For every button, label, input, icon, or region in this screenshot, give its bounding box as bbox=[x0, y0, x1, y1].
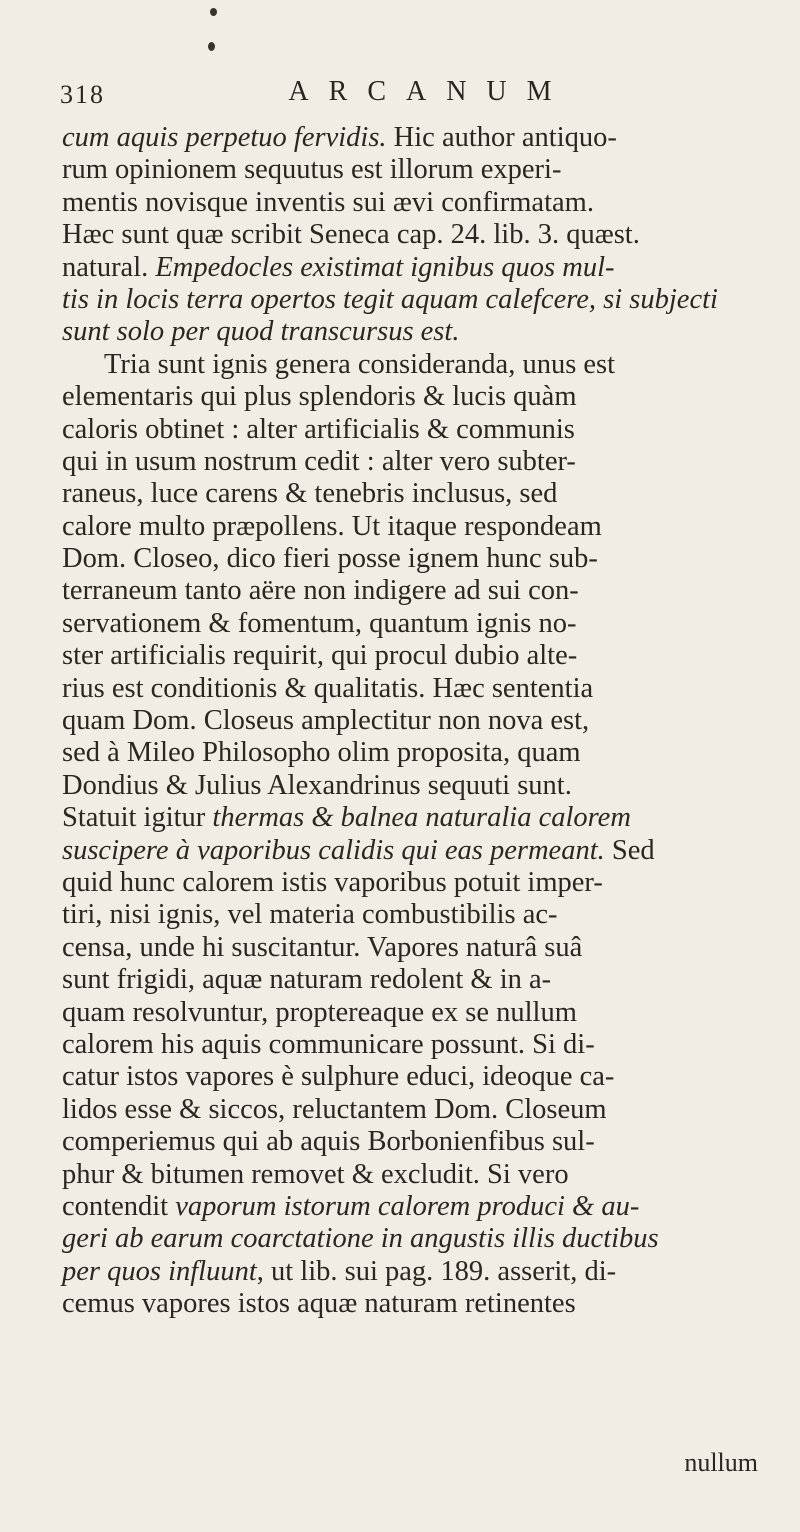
text-line bbox=[62, 414, 772, 446]
text-line bbox=[62, 446, 772, 478]
text-segment: calorem his aquis communicare possunt. Si di- bbox=[62, 1028, 595, 1060]
text-line bbox=[62, 381, 772, 413]
text-line bbox=[62, 737, 772, 769]
text-line bbox=[62, 1126, 772, 1158]
ink-spot bbox=[208, 42, 215, 51]
text-segment: quam resolvuntur, proptereaque ex se nullum bbox=[62, 996, 577, 1028]
text-segment: quam Dom. Closeus amplectitur non nova est, bbox=[62, 705, 590, 737]
text-line bbox=[62, 1191, 772, 1223]
text-segment: Hic author antiquo- bbox=[386, 122, 617, 153]
text-segment: raneus, luce carens & tenebris inclusus, sed bbox=[62, 478, 558, 510]
text-line bbox=[62, 252, 772, 284]
text-segment: Sed bbox=[604, 834, 655, 866]
catchword: nullum bbox=[684, 1448, 758, 1477]
text-line bbox=[62, 640, 772, 672]
text-line bbox=[62, 608, 772, 640]
text-segment: natural. bbox=[62, 251, 149, 283]
text-segment: servationem & fomentum, quantum ignis no- bbox=[62, 607, 577, 639]
text-line bbox=[62, 284, 772, 316]
text-segment: elementaris qui plus splendoris & lucis quàm bbox=[62, 381, 577, 413]
text-line bbox=[62, 511, 772, 543]
body-text bbox=[62, 122, 772, 1320]
text-line bbox=[62, 316, 772, 348]
text-segment: calore multo præpollens. Ut itaque respondeam bbox=[62, 510, 602, 542]
text-segment: sed à Mileo Philosopho olim proposita, quam bbox=[62, 737, 581, 769]
text-segment: comperiemus qui ab aquis Borbonienfibus sul- bbox=[62, 1126, 595, 1158]
text-line bbox=[62, 219, 772, 251]
text-segment: Tria sunt ignis genera consideranda, unus est bbox=[104, 348, 616, 380]
text-segment: catur istos vapores è sulphure educi, ideoque ca- bbox=[62, 1061, 615, 1093]
text-segment: Dom. Closeo, dico fieri posse ignem hunc sub- bbox=[62, 543, 598, 575]
text-segment: Statuit igitur bbox=[62, 802, 206, 834]
text-line bbox=[62, 770, 772, 802]
text-segment: ster artificialis requirit, qui procul dubio alte- bbox=[62, 640, 578, 672]
text-segment: terraneum tanto aëre non indigere ad sui con- bbox=[62, 575, 579, 607]
running-head: ARCANUM bbox=[288, 76, 572, 107]
text-segment: censa, unde hi suscitantur. Vapores naturâ suâ bbox=[62, 931, 583, 963]
text-line bbox=[62, 122, 772, 154]
text-line bbox=[62, 997, 772, 1029]
text-line bbox=[62, 187, 772, 219]
text-line bbox=[62, 1223, 772, 1255]
text-line bbox=[62, 575, 772, 607]
text-segment: Hæc sunt quæ scribit Seneca cap. 24. lib. 3. quæst. bbox=[62, 219, 640, 251]
text-segment: , ut lib. sui pag. 189. asserit, di- bbox=[256, 1255, 617, 1287]
text-line bbox=[62, 835, 772, 867]
text-line bbox=[62, 1061, 772, 1093]
text-segment: caloris obtinet : alter artificialis & communis bbox=[62, 413, 575, 445]
text-segment: qui in usum nostrum cedit : alter vero subter- bbox=[62, 445, 576, 477]
text-segment: quid hunc calorem istis vaporibus potuit imper- bbox=[62, 866, 603, 898]
text-line bbox=[62, 802, 772, 834]
italic-text: cum aquis perpetuo fervidis. bbox=[62, 122, 387, 153]
text-segment: mentis novisque inventis sui ævi confirmatam. bbox=[62, 186, 594, 218]
text-line bbox=[62, 899, 772, 931]
text-line bbox=[62, 1288, 772, 1320]
text-segment: Dondius & Julius Alexandrinus sequuti sunt. bbox=[62, 769, 572, 801]
ink-spot bbox=[210, 8, 217, 16]
italic-text: per quos influunt bbox=[62, 1255, 257, 1287]
italic-text: sunt solo per quod transcursus est. bbox=[62, 316, 460, 348]
text-segment: phur & bitumen removet & excludit. Si vero bbox=[62, 1158, 569, 1190]
text-line bbox=[62, 1256, 772, 1288]
text-segment: rum opinionem sequutus est illorum experi- bbox=[62, 154, 562, 186]
text-line bbox=[62, 673, 772, 705]
text-line bbox=[62, 867, 772, 899]
text-segment: cemus vapores istos aquæ naturam retinentes bbox=[62, 1288, 576, 1320]
text-segment: rius est conditionis & qualitatis. Hæc sententia bbox=[62, 672, 594, 704]
text-segment: sunt frigidi, aquæ naturam redolent & in a- bbox=[62, 964, 552, 996]
text-line bbox=[62, 1159, 772, 1191]
text-line bbox=[62, 478, 772, 510]
italic-text: Empedocles existimat ignibus quos mul- bbox=[148, 251, 615, 283]
text-line bbox=[62, 705, 772, 737]
text-line bbox=[62, 543, 772, 575]
italic-text: vaporum istorum calorem produci & au- bbox=[168, 1190, 640, 1222]
text-line bbox=[62, 349, 772, 381]
text-segment: lidos esse & siccos, reluctantem Dom. Closeum bbox=[62, 1093, 607, 1125]
text-line bbox=[62, 1029, 772, 1061]
page-header bbox=[60, 70, 740, 110]
italic-text: tis in locis terra opertos tegit aquam calefcere, si subjecti bbox=[62, 283, 718, 315]
text-line bbox=[62, 1094, 772, 1126]
page-number: 318 bbox=[60, 80, 105, 109]
text-line bbox=[62, 154, 772, 186]
text-segment: contendit bbox=[62, 1190, 169, 1222]
text-line bbox=[62, 964, 772, 996]
text-line bbox=[62, 932, 772, 964]
italic-text: suscipere à vaporibus calidis qui eas permeant. bbox=[62, 834, 605, 866]
text-segment: tiri, nisi ignis, vel materia combustibilis ac- bbox=[62, 899, 558, 931]
italic-text: thermas & balnea naturalia calorem bbox=[205, 802, 631, 834]
italic-text: geri ab earum coarctatione in angustis illis ductibus bbox=[62, 1223, 659, 1255]
